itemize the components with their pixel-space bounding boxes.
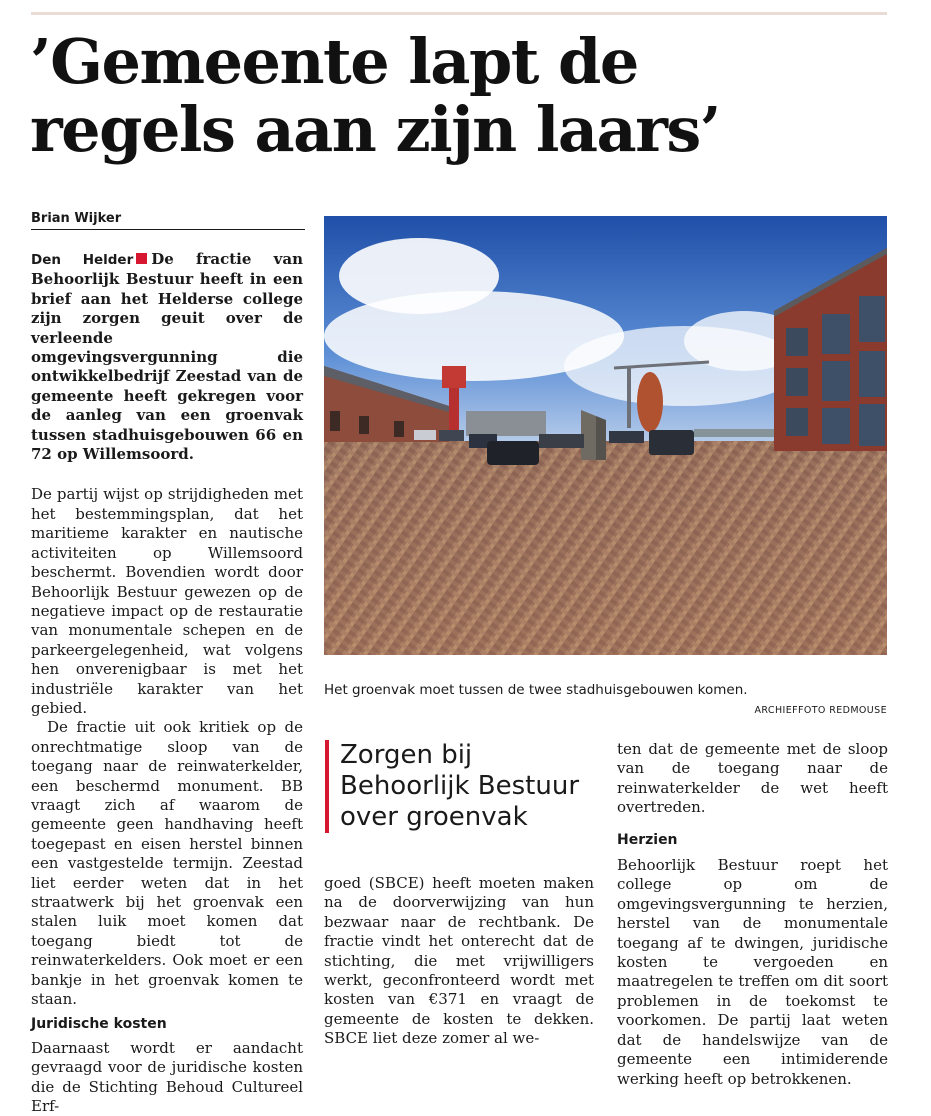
lead-text: De fractie van Behoorlijk Bestuur heeft in een brief aan het Helderse college zijn zorgen geuit over de verleende omgevingsvergunning die ontwikkelbedrijf Zeestad van de gemeente heeft gekregen voor de aanleg van een groenvak tussen stadhuisgebouwen 66 en 72 op Willemsoord. — [31, 250, 303, 464]
square-photo-illustration — [324, 216, 887, 655]
headline-line-2: regels aan zijn laars’ — [30, 93, 720, 166]
subhead-herzien: Herzien — [617, 831, 678, 848]
photo-caption: Het groenvak moet tussen de twee stadhuisgebouwen komen. — [324, 682, 748, 698]
pull-quote-line-2: Behoorlijk Bestuur — [340, 771, 580, 801]
article-column-1 — [31, 250, 303, 1116]
body-paragraph-5: ten dat de gemeente met de sloop van de toegang naar de reinwaterkelder de wet heeft overtreden. — [617, 740, 888, 817]
lead-paragraph — [31, 250, 303, 464]
headline — [30, 25, 890, 166]
pull-quote-line-3: over groenvak — [340, 802, 528, 832]
body-paragraph-3: Daarnaast wordt er aandacht gevraagd voor de juridische kosten die de Stichting Behoud Cultureel Erf- — [31, 1038, 303, 1116]
subhead-juridische-kosten: Juridische kosten — [31, 1016, 167, 1033]
byline: Brian Wijker — [31, 211, 305, 230]
top-rule — [31, 12, 887, 15]
photo-credit: ARCHIEFFOTO REDMOUSE — [754, 705, 887, 716]
pull-quote — [325, 740, 600, 833]
article-column-3 — [617, 740, 888, 1089]
article-column-2 — [324, 874, 594, 1049]
body-paragraph-2: De fractie uit ook kritiek op de onrechtmatige sloop van de toegang naar de reinwaterkelder, een beschermd monument. BB vraagt zich af waarom de gemeente geen handhaving heeft toegepast en eisen herstel binnen een vastgestelde termijn. Zeestad liet eerder weten dat in het straatwerk bij het groenvak een stalen luik moet komen dat toegang biedt tot de reinwaterkelders. Ook moet er een bankje in het groenvak komen te staan. — [31, 718, 303, 1009]
body-paragraph-6: Behoorlijk Bestuur roept het college op om de omgevingsvergunning te herzien, herstel van de monumentale toegang af te dwingen, juridische kosten te vergoeden en maatregelen te treffen om dit soort problemen in de toekomst te voorkomen. De partij laat weten dat de handelswijze van de gemeente een intimiderende werking heeft op betrokkenen. — [617, 856, 888, 1088]
article-photo — [324, 216, 887, 655]
body-paragraph-1: De partij wijst op strijdigheden met het bestemmingsplan, dat het maritieme karakter en nautische activiteiten op Willemsoord beschermt. Bovendien wordt door Behoorlijk Bestuur gewezen op de negatieve impact op de restauratie van monumentale schepen en de parkeergelegenheid, wat volgens hen onverenigbaar is met het industriële karakter van het gebied. — [31, 485, 303, 717]
body-paragraph-4: goed (SBCE) heeft moeten maken na de doorverwijzing van hun bezwaar naar de rechtbank. De fractie vindt het onterecht dat de stichting, die met vrijwilligers werkt, geconfronteerd wordt met kosten van €371 en vraagt de gemeente de kosten te dekken. SBCE liet deze zomer al we- — [324, 874, 594, 1048]
square-bullet-icon — [136, 253, 147, 264]
dateline: Den Helder — [31, 252, 134, 268]
pull-quote-line-1: Zorgen bij — [340, 740, 473, 770]
headline-line-1: ’Gemeente lapt de — [30, 25, 638, 98]
